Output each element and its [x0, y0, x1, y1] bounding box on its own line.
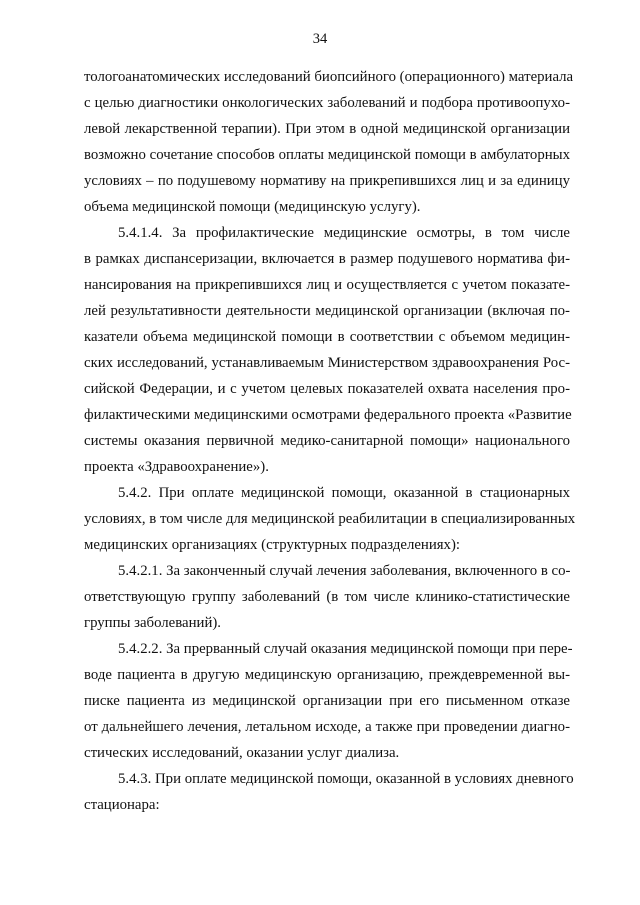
text-line: 5.4.2. При оплате медицинской помощи, оказанной в стационарных — [118, 485, 570, 501]
text-line: условиях, в том числе для медицинской реабилитации в специализированных — [84, 511, 576, 527]
text-line: проекта «Здравоохранение»). — [84, 459, 269, 475]
page-number: 34 — [312, 31, 328, 47]
text-line: объема медицинской помощи (медицинскую услугу). — [84, 199, 421, 215]
text-line: возможно сочетание способов оплаты медицинской помощи в амбулаторных — [84, 147, 570, 163]
text-line: воде пациента в другую медицинскую организацию, преждевременной вы- — [84, 667, 570, 683]
text-line: казатели объема медицинской помощи в соответствии с объемом медицин- — [84, 329, 570, 345]
text-line: группы заболеваний). — [84, 615, 221, 631]
text-line: стационара: — [84, 797, 160, 813]
text-line: левой лекарственной терапии). При этом в одной медицинской организации — [84, 121, 570, 137]
text-line: ских исследований, устанавливаемым Министерством здравоохранения Рос- — [84, 355, 570, 371]
text-line: ответствующую группу заболеваний (в том числе клинико-статистические — [84, 589, 570, 605]
text-line: системы оказания первичной медико-санитарной помощи» национального — [84, 433, 570, 449]
text-line: нансирования на прикрепившихся лиц и осуществляется с учетом показате- — [84, 277, 570, 293]
text-line: с целью диагностики онкологических заболеваний и подбора противоопухо- — [84, 95, 570, 111]
text-line: 5.4.2.1. За законченный случай лечения заболевания, включенного в со- — [118, 563, 571, 579]
text-line: 5.4.2.2. За прерванный случай оказания медицинской помощи при пере- — [118, 641, 573, 657]
text-line: стических исследований, оказании услуг диализа. — [84, 745, 400, 761]
text-line: 5.4.1.4. За профилактические медицинские осмотры, в том числе — [118, 225, 570, 241]
text-line: в рамках диспансеризации, включается в размер подушевого норматива фи- — [84, 251, 570, 267]
text-line: писке пациента из медицинской организации при его письменном отказе — [84, 693, 570, 709]
text-line: тологоанатомических исследований биопсийного (операционного) материала — [84, 69, 574, 85]
text-line: лей результативности деятельности медицинской организации (включая по- — [84, 303, 570, 319]
text-line: 5.4.3. При оплате медицинской помощи, оказанной в условиях дневного — [118, 771, 574, 787]
text-line: от дальнейшего лечения, летальном исходе, а также при проведении диагно- — [84, 719, 570, 735]
text-line: сийской Федерации, и с учетом целевых показателей охвата населения про- — [84, 381, 570, 397]
text-line: филактическими медицинскими осмотрами федерального проекта «Развитие — [84, 407, 572, 423]
text-line: условиях – по подушевому нормативу на прикрепившихся лиц и за единицу — [84, 173, 570, 189]
text-line: медицинских организациях (структурных подразделениях): — [84, 537, 460, 553]
